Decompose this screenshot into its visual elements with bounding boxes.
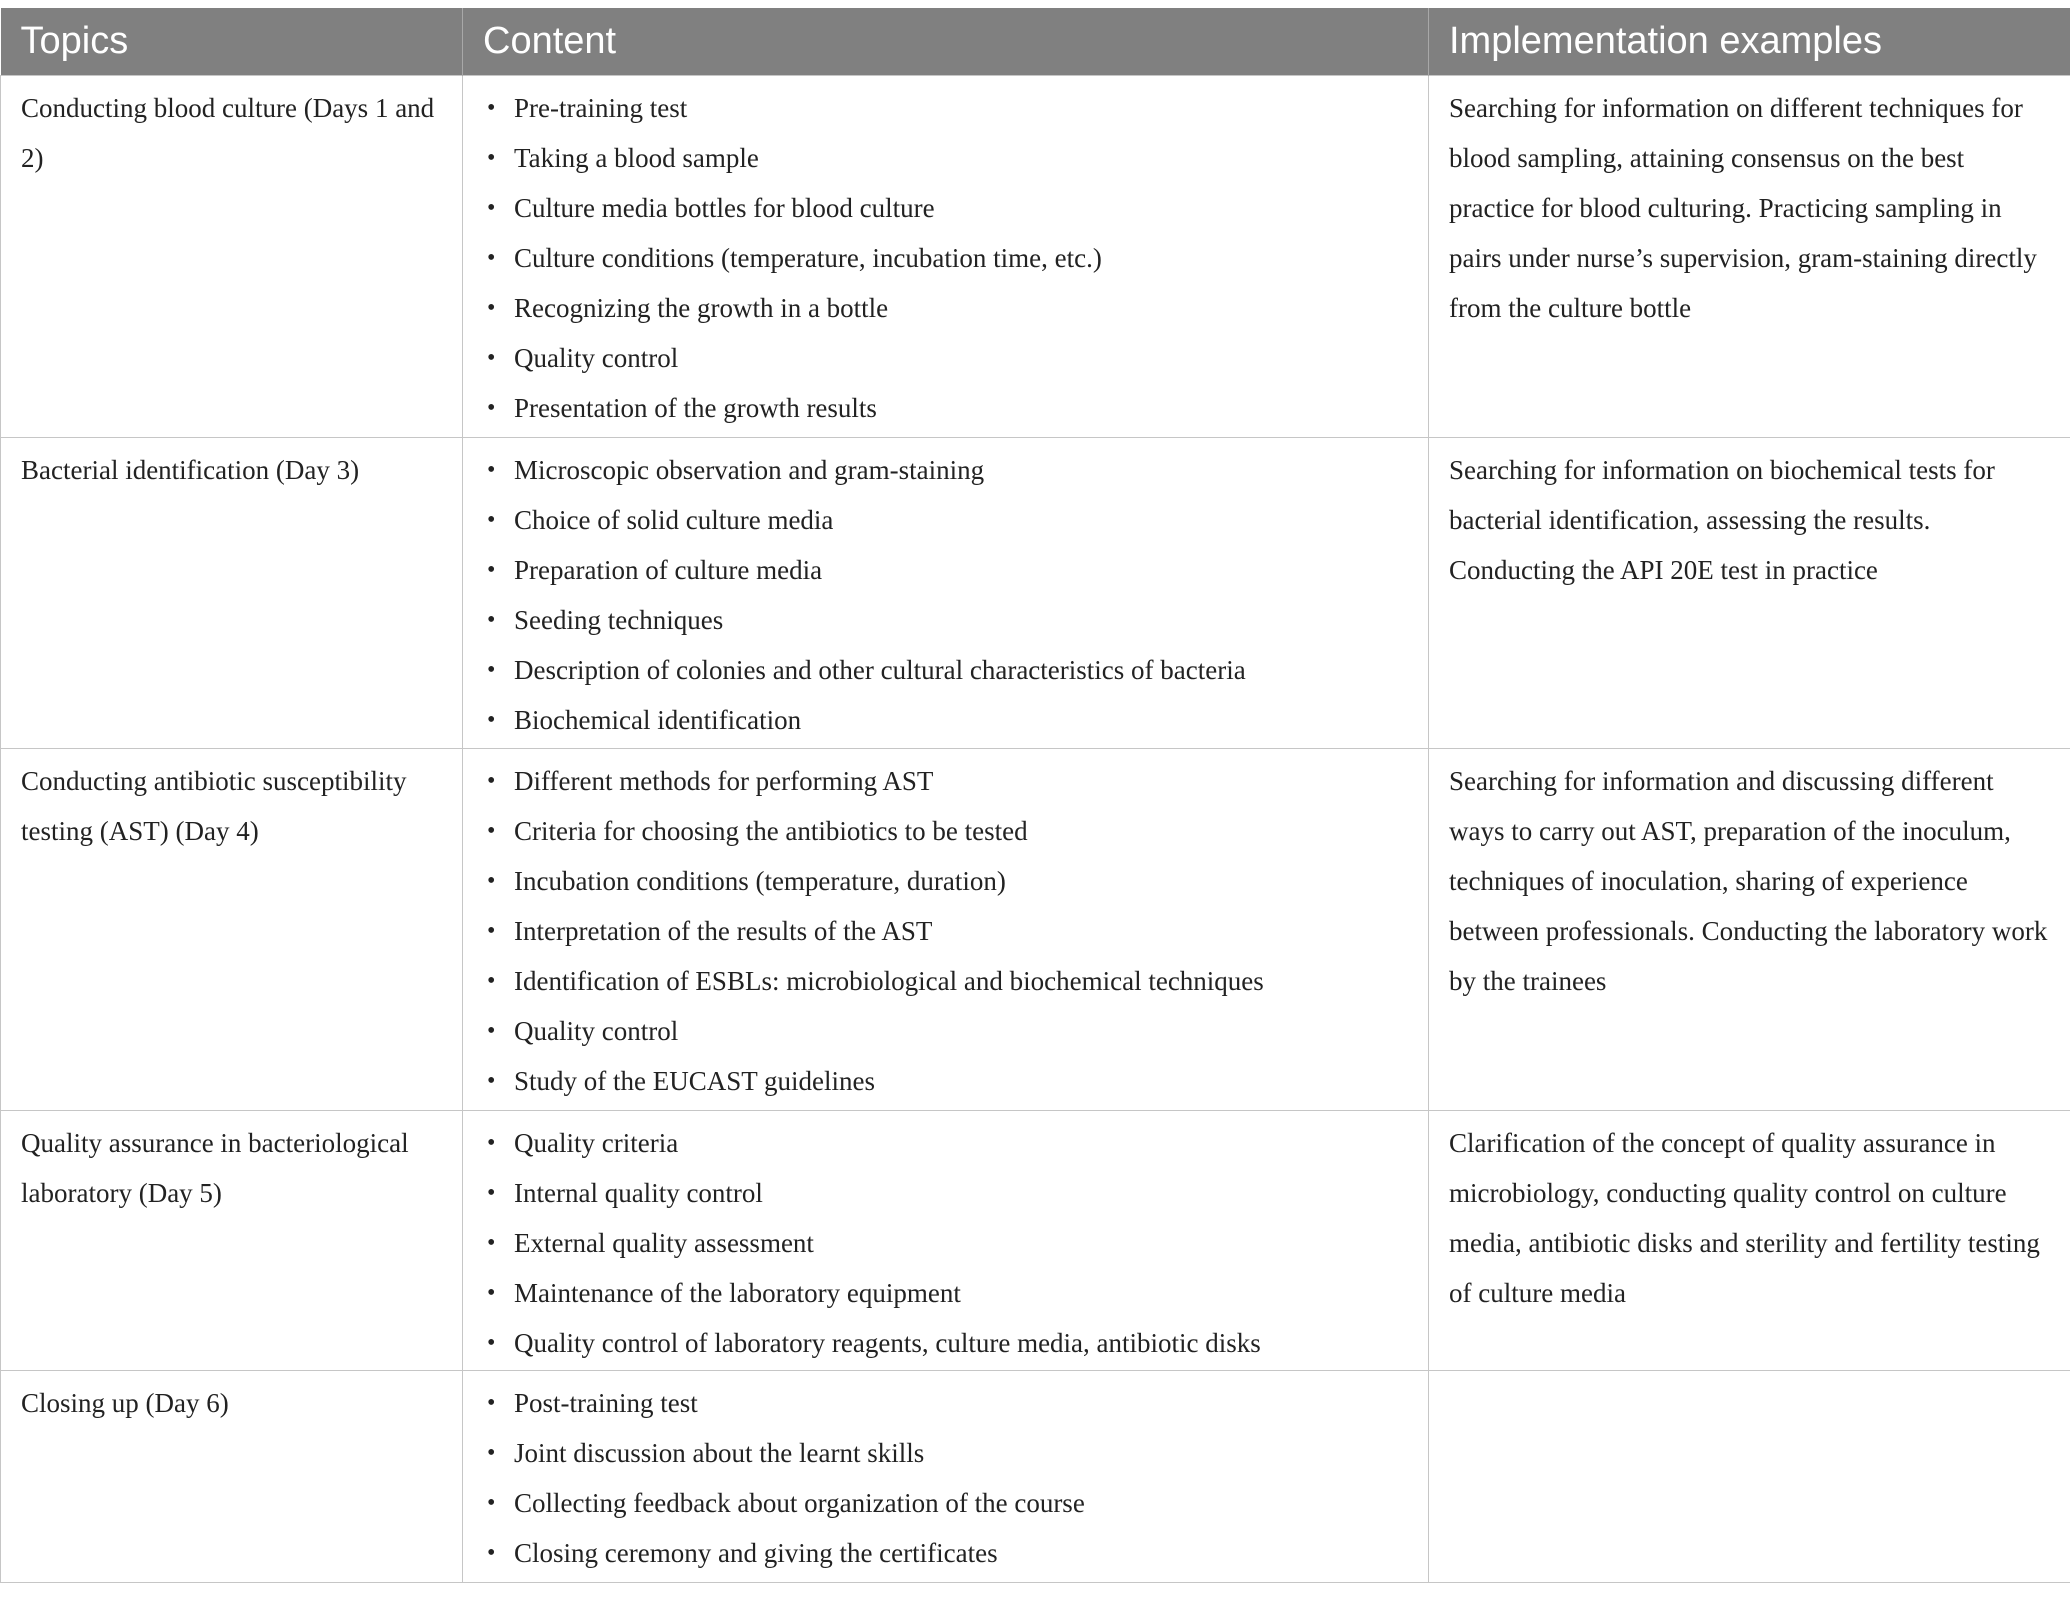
header-implementation-examples: Implementation examples (1429, 8, 2070, 75)
content-cell (463, 75, 1429, 437)
content-list (483, 445, 1408, 745)
content-list-item: • Choice of solid culture media (483, 495, 1408, 545)
content-cell (463, 748, 1429, 1110)
content-list-item: • Recognizing the growth in a bottle (483, 283, 1408, 333)
topic-cell (1, 437, 463, 748)
topic-text: Closing up (Day 6) (21, 1387, 229, 1418)
content-list-item: • Preparation of culture media (483, 545, 1408, 595)
content-list-item: • Quality control of laboratory reagents, culture media, antibiotic disks (483, 1318, 1408, 1368)
content-list-item: • Interpretation of the results of the AST (483, 906, 1408, 956)
content-list-item: • Biochemical identification (483, 695, 1408, 745)
topic-cell (1, 1110, 463, 1370)
content-list-item: • Quality control (483, 333, 1408, 383)
content-list (483, 1378, 1408, 1578)
content-list-item: • Culture media bottles for blood culture (483, 183, 1408, 233)
content-list-item: • Joint discussion about the learnt skills (483, 1428, 1408, 1478)
content-list-item: • Criteria for choosing the antibiotics to be tested (483, 806, 1408, 856)
content-list-item: • Presentation of the growth results (483, 383, 1408, 433)
topic-cell (1, 748, 463, 1110)
content-list-item: • Incubation conditions (temperature, duration) (483, 856, 1408, 906)
implementation-example-text: Searching for information on biochemical tests for bacterial identification, assessing the results. Conducting the API 20E test in practice (1449, 454, 1995, 585)
content-list-item: • Quality criteria (483, 1118, 1408, 1168)
implementation-example-cell (1429, 1370, 2070, 1582)
table-row (1, 437, 2070, 748)
content-list-item: • External quality assessment (483, 1218, 1408, 1268)
header-content: Content (463, 8, 1429, 75)
content-list (483, 756, 1408, 1106)
content-list (483, 83, 1408, 433)
table-row (1, 75, 2070, 437)
content-list-item: • Description of colonies and other cultural characteristics of bacteria (483, 645, 1408, 695)
content-cell (463, 437, 1429, 748)
topic-text: Quality assurance in bacteriological laboratory (Day 5) (21, 1127, 409, 1208)
implementation-example-cell (1429, 437, 2070, 748)
content-cell (463, 1370, 1429, 1582)
implementation-example-cell (1429, 1110, 2070, 1370)
table-body (1, 75, 2070, 1582)
content-list-item: • Culture conditions (temperature, incubation time, etc.) (483, 233, 1408, 283)
content-list-item: • Internal quality control (483, 1168, 1408, 1218)
table-row (1, 1370, 2070, 1582)
table-row (1, 1110, 2070, 1370)
content-list-item: • Post-training test (483, 1378, 1408, 1428)
topic-cell (1, 1370, 463, 1582)
content-list-item: • Study of the EUCAST guidelines (483, 1056, 1408, 1106)
content-cell (463, 1110, 1429, 1370)
content-list-item: • Quality control (483, 1006, 1408, 1056)
topic-text: Conducting antibiotic susceptibility testing (AST) (Day 4) (21, 765, 407, 846)
content-list-item: • Microscopic observation and gram-staining (483, 445, 1408, 495)
topic-text: Conducting blood culture (Days 1 and 2) (21, 92, 435, 173)
content-list-item: • Pre-training test (483, 83, 1408, 133)
content-list-item: • Identification of ESBLs: microbiological and biochemical techniques (483, 956, 1408, 1006)
table-header (1, 8, 2070, 75)
implementation-example-cell (1429, 748, 2070, 1110)
content-list-item: • Closing ceremony and giving the certificates (483, 1528, 1408, 1578)
header-topics: Topics (1, 8, 463, 75)
implementation-example-text: Clarification of the concept of quality assurance in microbiology, conducting quality control on culture media, antibiotic disks and sterility and fertility testing of culture media (1449, 1127, 2040, 1308)
topic-cell (1, 75, 463, 437)
topic-text: Bacterial identification (Day 3) (21, 454, 360, 485)
content-list-item: • Seeding techniques (483, 595, 1408, 645)
content-list-item: • Maintenance of the laboratory equipment (483, 1268, 1408, 1318)
content-list-item: • Taking a blood sample (483, 133, 1408, 183)
content-list (483, 1118, 1408, 1368)
table-row (1, 748, 2070, 1110)
implementation-example-text: Searching for information and discussing different ways to carry out AST, preparation of the inoculum, techniques of inoculation, sharing of experience between professionals. Conducting the laboratory work by the trainees (1449, 765, 2048, 996)
implementation-example-text: Searching for information on different techniques for blood sampling, attaining consensus on the best practice for blood culturing. Practicing sampling in pairs under nurse’s supervision, gram-staining directly from the culture bottle (1449, 92, 2037, 323)
implementation-example-cell (1429, 75, 2070, 437)
content-list-item: • Different methods for performing AST (483, 756, 1408, 806)
header-row (1, 8, 2070, 75)
training-topics-table (0, 8, 2070, 1583)
content-list-item: • Collecting feedback about organization of the course (483, 1478, 1408, 1528)
